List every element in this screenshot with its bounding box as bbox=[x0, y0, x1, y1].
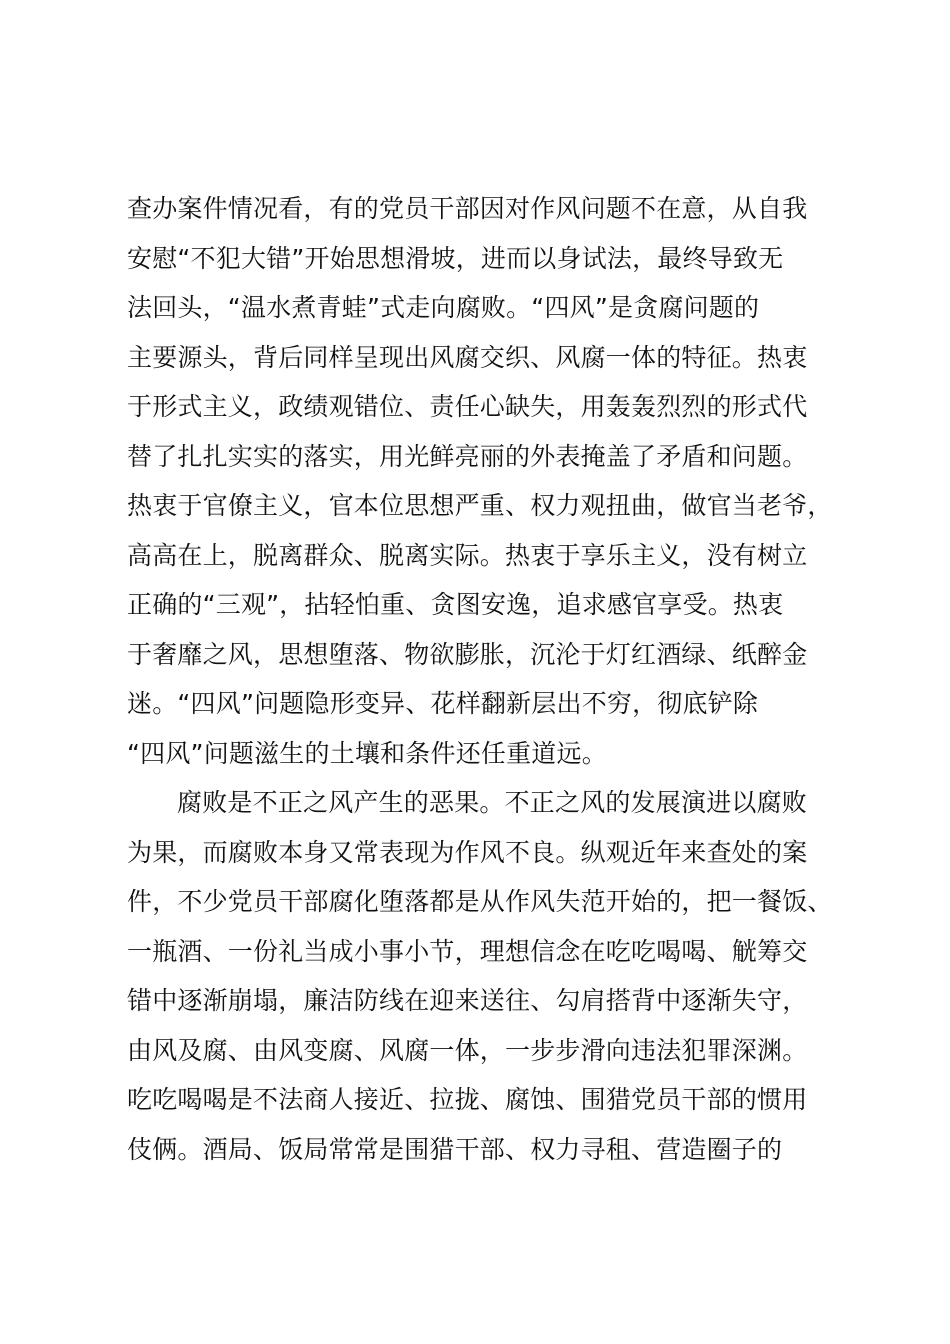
text-line: 件，不少党员干部腐化堕落都是从作风失范开始的，把一餐饭、 bbox=[127, 887, 833, 916]
paragraph-start-line: 腐败是不正之风产生的恶果。不正之风的发展演进以腐败 bbox=[177, 788, 808, 817]
text-line: “四风”问题滋生的土壤和条件还任重道远。 bbox=[127, 738, 607, 768]
text-line: 主要源头，背后同样呈现出风腐交织、风腐一体的特征。热衷 bbox=[127, 342, 808, 372]
text-line: 查办案件情况看，有的党员干部因对作风问题不在意，从自我 bbox=[127, 194, 808, 223]
text-line: 于形式主义，政绩观错位、责任心缺失，用轰轰烈烈的形式代 bbox=[127, 392, 808, 421]
text-line: 安慰“不犯大错”开始思想滑坡，进而以身试法，最终导致无 bbox=[127, 243, 784, 273]
body-text bbox=[127, 184, 857, 1174]
text-line: 伎俩。酒局、饭局常常是围猎干部、权力寻租、营造圈子的 bbox=[127, 1134, 783, 1164]
text-line: 为果，而腐败本身又常表现为作风不良。纵观近年来查处的案 bbox=[127, 837, 808, 867]
text-line: 正确的“三观”，拈轻怕重、贪图安逸，追求感官享受。热衷 bbox=[127, 590, 784, 619]
text-line: 错中逐渐崩塌，廉洁防线在迎来送往、勾肩搭背中逐渐失守， bbox=[127, 986, 808, 1015]
text-line: 于奢靡之风，思想堕落、物欲膨胀，沉沦于灯红酒绿、纸醉金 bbox=[127, 639, 808, 669]
text-line: 高高在上，脱离群众、脱离实际。热衷于享乐主义，没有树立 bbox=[127, 540, 808, 570]
text-line: 替了扎扎实实的落实，用光鲜亮丽的外表掩盖了矛盾和问题。 bbox=[127, 441, 808, 471]
text-line: 一瓶酒、一份礼当成小事小节，理想信念在吃吃喝喝、觥筹交 bbox=[127, 936, 808, 966]
text-line: 热衷于官僚主义，官本位思想严重、权力观扭曲，做官当老爷， bbox=[127, 491, 833, 520]
text-line: 迷。“四风”问题隐形变异、花样翻新层出不穷，彻底铲除 bbox=[127, 689, 759, 718]
text-line: 法回头，“温水煮青蛙”式走向腐败。“四风”是贪腐问题的 bbox=[127, 293, 760, 322]
text-line: 由风及腐、由风变腐、风腐一体，一步步滑向违法犯罪深渊。 bbox=[127, 1035, 808, 1065]
text-line: 吃吃喝喝是不法商人接近、拉拢、腐蚀、围猎党员干部的惯用 bbox=[127, 1085, 808, 1114]
